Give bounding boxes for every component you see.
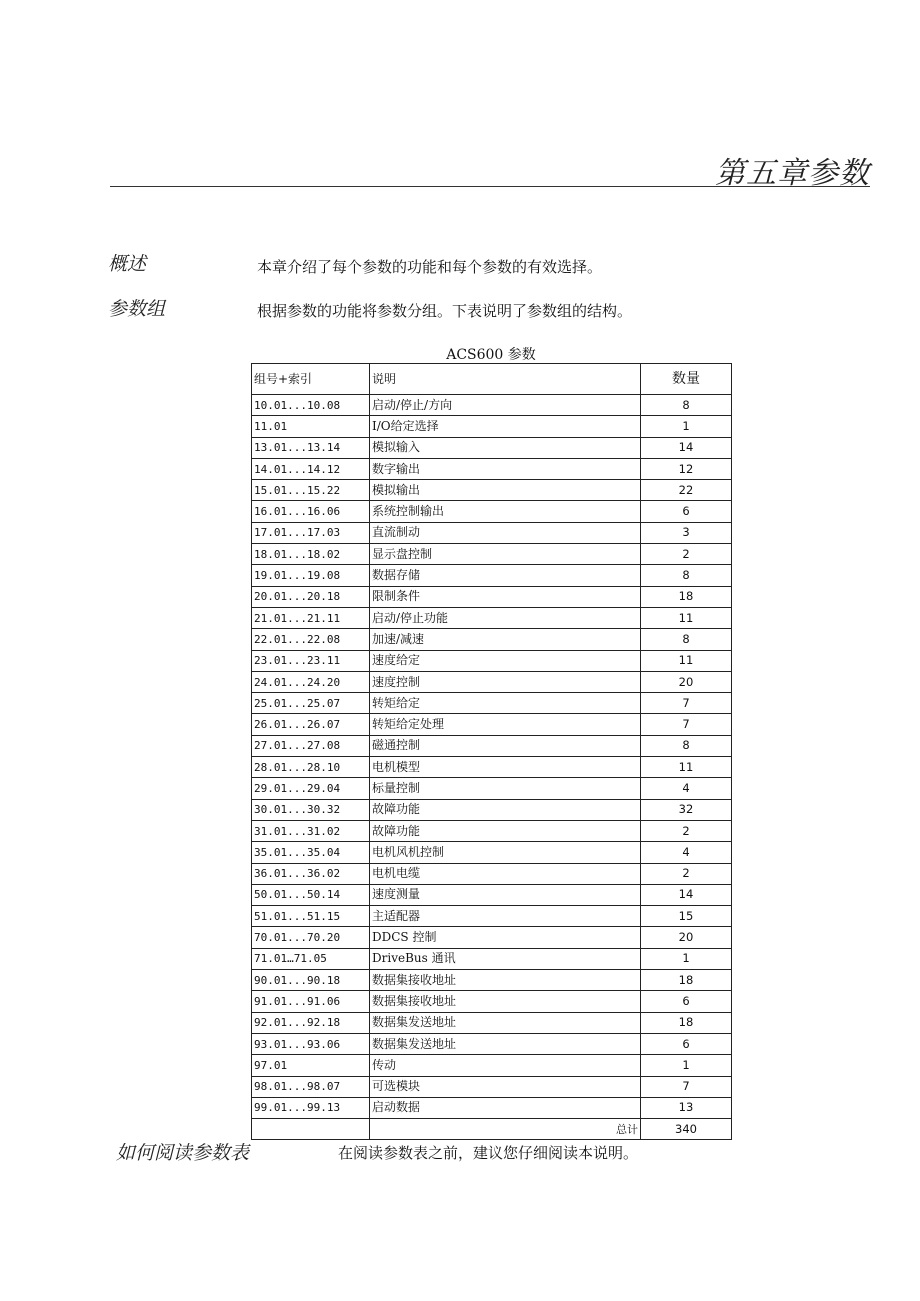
param-description-cell: 电机电缆 (370, 863, 641, 884)
header-description: 说明 (370, 364, 641, 395)
table-row (252, 906, 732, 927)
param-count-cell: 6 (641, 991, 732, 1012)
param-index-cell: 36.01...36.02 (252, 863, 370, 884)
param-description-cell: 数据集发送地址 (370, 1012, 641, 1033)
param-count-cell: 7 (641, 1076, 732, 1097)
table-row (252, 778, 732, 799)
param-description-cell: 故障功能 (370, 799, 641, 820)
param-description-cell: 磁通控制 (370, 735, 641, 756)
param-count-cell: 11 (641, 757, 732, 778)
param-description-cell: 速度给定 (370, 650, 641, 671)
param-description-cell: 启动数据 (370, 1097, 641, 1118)
param-count-cell: 7 (641, 693, 732, 714)
param-index-cell: 91.01...91.06 (252, 991, 370, 1012)
param-description-cell: 数据集发送地址 (370, 1033, 641, 1054)
param-count-cell: 8 (641, 395, 732, 416)
param-index-cell: 26.01...26.07 (252, 714, 370, 735)
table-row (252, 522, 732, 543)
table-row (252, 671, 732, 692)
table-row (252, 480, 732, 501)
param-description-cell: 启动/停止功能 (370, 607, 641, 628)
param-index-cell: 35.01...35.04 (252, 842, 370, 863)
table-header-row (252, 364, 732, 395)
total-empty-cell (252, 1119, 370, 1140)
param-index-cell: 17.01...17.03 (252, 522, 370, 543)
table-row (252, 458, 732, 479)
param-description-cell: 可选模块 (370, 1076, 641, 1097)
table-row (252, 437, 732, 458)
header-count: 数量 (641, 364, 732, 395)
total-label: 总计 (370, 1119, 641, 1140)
table-row (252, 395, 732, 416)
param-index-cell: 24.01...24.20 (252, 671, 370, 692)
param-index-cell: 15.01...15.22 (252, 480, 370, 501)
param-description-cell: 速度控制 (370, 671, 641, 692)
overview-heading: 概述 (108, 253, 147, 275)
param-count-cell: 11 (641, 607, 732, 628)
param-count-cell: 2 (641, 820, 732, 841)
param-index-cell: 31.01...31.02 (252, 820, 370, 841)
param-index-cell: 71.01…71.05 (252, 948, 370, 969)
table-row (252, 735, 732, 756)
table-row (252, 1097, 732, 1118)
header-index: 组号+索引 (252, 364, 370, 395)
param-index-cell: 29.01...29.04 (252, 778, 370, 799)
table-total-row (252, 1119, 732, 1140)
param-count-cell: 1 (641, 948, 732, 969)
param-count-cell: 14 (641, 884, 732, 905)
total-value: 340 (641, 1119, 732, 1140)
param-count-cell: 2 (641, 544, 732, 565)
title-rule (110, 186, 870, 187)
table-caption: ACS600 参数 (446, 347, 536, 363)
param-description-cell: 数据存储 (370, 565, 641, 586)
param-count-cell: 4 (641, 842, 732, 863)
param-index-cell: 13.01...13.14 (252, 437, 370, 458)
table-row (252, 544, 732, 565)
param-index-cell: 21.01...21.11 (252, 607, 370, 628)
table-row (252, 565, 732, 586)
param-count-cell: 8 (641, 735, 732, 756)
param-description-cell: 故障功能 (370, 820, 641, 841)
param-count-cell: 20 (641, 927, 732, 948)
table-row (252, 714, 732, 735)
param-index-cell: 30.01...30.32 (252, 799, 370, 820)
table-row (252, 1033, 732, 1054)
param-description-cell: 系统控制输出 (370, 501, 641, 522)
table-row (252, 799, 732, 820)
param-description-cell: 标量控制 (370, 778, 641, 799)
table-row (252, 501, 732, 522)
table-row (252, 970, 732, 991)
table-row (252, 650, 732, 671)
how-to-read-text: 在阅读参数表之前，建议您仔细阅读本说明。 (338, 1144, 639, 1162)
param-description-cell: 启动/停止/方向 (370, 395, 641, 416)
overview-text: 本章介绍了每个参数的功能和每个参数的有效选择。 (257, 258, 603, 276)
param-count-cell: 1 (641, 1055, 732, 1076)
param-description-cell: 直流制动 (370, 522, 641, 543)
param-count-cell: 4 (641, 778, 732, 799)
table-row (252, 416, 732, 437)
groups-heading: 参数组 (108, 298, 166, 320)
param-count-cell: 15 (641, 906, 732, 927)
param-count-cell: 11 (641, 650, 732, 671)
table-row (252, 991, 732, 1012)
param-count-cell: 6 (641, 1033, 732, 1054)
param-description-cell: 转矩给定处理 (370, 714, 641, 735)
param-index-cell: 16.01...16.06 (252, 501, 370, 522)
param-description-cell: DDCS 控制 (370, 927, 641, 948)
param-index-cell: 97.01 (252, 1055, 370, 1076)
table-row (252, 820, 732, 841)
param-index-cell: 14.01...14.12 (252, 458, 370, 479)
param-index-cell: 27.01...27.08 (252, 735, 370, 756)
table-row (252, 842, 732, 863)
param-description-cell: 模拟输入 (370, 437, 641, 458)
param-description-cell: 模拟输出 (370, 480, 641, 501)
parameter-table (251, 363, 732, 1140)
param-count-cell: 2 (641, 863, 732, 884)
param-index-cell: 25.01...25.07 (252, 693, 370, 714)
table-row (252, 757, 732, 778)
param-index-cell: 50.01...50.14 (252, 884, 370, 905)
param-count-cell: 18 (641, 1012, 732, 1033)
param-count-cell: 22 (641, 480, 732, 501)
param-description-cell: DriveBus 通讯 (370, 948, 641, 969)
table-row (252, 607, 732, 628)
param-count-cell: 6 (641, 501, 732, 522)
param-index-cell: 92.01...92.18 (252, 1012, 370, 1033)
param-index-cell: 51.01...51.15 (252, 906, 370, 927)
table-row (252, 1076, 732, 1097)
table-row (252, 927, 732, 948)
param-count-cell: 18 (641, 586, 732, 607)
param-count-cell: 1 (641, 416, 732, 437)
param-count-cell: 18 (641, 970, 732, 991)
how-to-read-heading: 如何阅读参数表 (116, 1142, 250, 1164)
param-index-cell: 99.01...99.13 (252, 1097, 370, 1118)
param-description-cell: 电机风机控制 (370, 842, 641, 863)
param-count-cell: 8 (641, 629, 732, 650)
param-description-cell: 限制条件 (370, 586, 641, 607)
param-index-cell: 18.01...18.02 (252, 544, 370, 565)
param-description-cell: 转矩给定 (370, 693, 641, 714)
param-count-cell: 12 (641, 458, 732, 479)
table-row (252, 693, 732, 714)
param-count-cell: 8 (641, 565, 732, 586)
param-index-cell: 22.01...22.08 (252, 629, 370, 650)
table-row (252, 863, 732, 884)
param-index-cell: 23.01...23.11 (252, 650, 370, 671)
param-index-cell: 28.01...28.10 (252, 757, 370, 778)
param-description-cell: 速度测量 (370, 884, 641, 905)
param-description-cell: 加速/减速 (370, 629, 641, 650)
param-description-cell: 数据集接收地址 (370, 970, 641, 991)
param-count-cell: 20 (641, 671, 732, 692)
param-index-cell: 98.01...98.07 (252, 1076, 370, 1097)
table-row (252, 948, 732, 969)
param-count-cell: 14 (641, 437, 732, 458)
table-row (252, 884, 732, 905)
param-description-cell: 主适配器 (370, 906, 641, 927)
param-description-cell: 传动 (370, 1055, 641, 1076)
param-index-cell: 70.01...70.20 (252, 927, 370, 948)
param-index-cell: 10.01...10.08 (252, 395, 370, 416)
param-count-cell: 3 (641, 522, 732, 543)
param-description-cell: 数字输出 (370, 458, 641, 479)
param-count-cell: 13 (641, 1097, 732, 1118)
param-description-cell: 电机模型 (370, 757, 641, 778)
table-row (252, 586, 732, 607)
param-index-cell: 20.01...20.18 (252, 586, 370, 607)
param-count-cell: 32 (641, 799, 732, 820)
param-description-cell: I/O给定选择 (370, 416, 641, 437)
groups-text: 根据参数的功能将参数分组。下表说明了参数组的结构。 (257, 302, 633, 320)
table-body (252, 395, 732, 1119)
table-row (252, 629, 732, 650)
param-index-cell: 93.01...93.06 (252, 1033, 370, 1054)
table-row (252, 1055, 732, 1076)
param-index-cell: 90.01...90.18 (252, 970, 370, 991)
param-index-cell: 19.01...19.08 (252, 565, 370, 586)
chapter-title: 第五章参数 (715, 156, 870, 191)
param-description-cell: 显示盘控制 (370, 544, 641, 565)
param-description-cell: 数据集接收地址 (370, 991, 641, 1012)
param-index-cell: 11.01 (252, 416, 370, 437)
param-count-cell: 7 (641, 714, 732, 735)
table-row (252, 1012, 732, 1033)
